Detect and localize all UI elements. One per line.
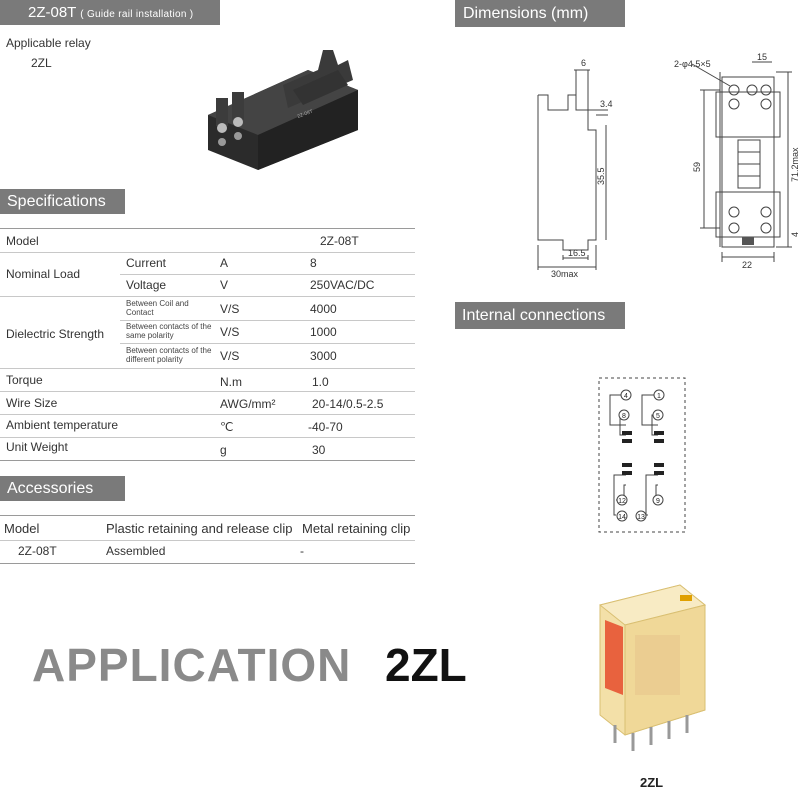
product-model: 2Z-08T [28, 4, 77, 21]
spec-torque-unit: N.m [220, 375, 242, 389]
spec-bottom-rule [0, 460, 415, 461]
row-divider [120, 274, 415, 275]
row-divider [0, 437, 415, 438]
row-divider [0, 414, 415, 415]
dim-top: 6 [581, 58, 587, 68]
relay-caption: 2ZL [640, 775, 664, 790]
spec-wire-unit: AWG/mm² [220, 397, 276, 411]
spec-current-value: 8 [310, 256, 317, 270]
spec-model-label: Model [6, 234, 39, 248]
spec-coil-contact-value: 4000 [310, 302, 337, 316]
pin-14: 14 [618, 514, 626, 521]
row-divider [0, 540, 415, 541]
acc-row-model: 2Z-08T [18, 544, 57, 558]
row-divider [0, 296, 415, 297]
applicable-relay-value: 2ZL [31, 56, 52, 70]
relay-product-image [585, 575, 715, 755]
spec-dielectric: Dielectric Strength [6, 327, 105, 341]
row-divider [0, 391, 415, 392]
dim-width: 22 [742, 260, 753, 270]
spec-nominal-load: Nominal Load [6, 267, 81, 281]
spec-torque: Torque [6, 373, 43, 387]
pin-12: 12 [618, 498, 626, 505]
acc-bottom-rule [0, 563, 415, 564]
spec-torque-value: 1.0 [312, 375, 329, 389]
spec-same-polarity: Between contacts of the same polarity [126, 322, 212, 340]
application-word: APPLICATION [32, 639, 352, 691]
pin-9: 9 [656, 498, 660, 505]
specifications-header: Specifications [0, 189, 125, 214]
accessories-header: Accessories [0, 476, 125, 501]
pin-5: 5 [656, 413, 660, 420]
pin-13: 13 [637, 514, 645, 521]
spec-same-polarity-unit: V/S [220, 325, 240, 339]
dim-holes: 2-φ4.5×5 [674, 59, 711, 69]
spec-wire-value: 20-14/0.5-2.5 [312, 397, 384, 411]
spec-ambient: Ambient temperature [6, 418, 119, 432]
dim-base: 16.5 [568, 248, 586, 258]
dimensions-header: Dimensions (mm) [455, 0, 625, 27]
row-divider [120, 320, 415, 321]
spec-weight-unit: g [220, 443, 227, 457]
spec-current-unit: A [220, 256, 229, 270]
front-dimension-drawing [672, 52, 800, 274]
dim-step: 3.4 [600, 99, 613, 109]
application-model: 2ZL [385, 639, 467, 691]
spec-coil-contact-unit: V/S [220, 302, 240, 316]
side-dimension-drawing [518, 55, 613, 280]
row-divider [120, 343, 415, 344]
spec-voltage-value: 250VAC/DC [310, 278, 375, 292]
pin-4: 4 [624, 393, 628, 400]
applicable-relay-label: Applicable relay [6, 36, 91, 50]
spec-ambient-value: -40-70 [308, 420, 343, 434]
acc-col-plastic: Plastic retaining and release clip [106, 521, 293, 536]
spec-current: Current [126, 256, 167, 270]
socket-product-image [198, 30, 378, 170]
spec-diff-polarity-unit: V/S [220, 349, 240, 363]
spec-wire-size: Wire Size [6, 396, 58, 410]
pin-1: 1 [657, 393, 661, 400]
spec-ambient-unit: ℃ [220, 420, 234, 434]
acc-top-rule [0, 515, 415, 516]
dim-71max: 71.2max [790, 147, 800, 182]
spec-coil-contact: Between Coil and Contact [126, 299, 189, 317]
internal-connections-header: Internal connections [455, 302, 625, 329]
spec-voltage-unit: V [220, 278, 229, 292]
dim-59: 59 [692, 161, 702, 172]
dim-height: 35.5 [596, 167, 606, 185]
row-divider [0, 368, 415, 369]
spec-diff-polarity-value: 3000 [310, 349, 337, 363]
spec-same-polarity-value: 1000 [310, 325, 337, 339]
dim-max: 30max [551, 269, 579, 279]
product-subtitle: ( Guide rail installation ) [80, 9, 194, 20]
spec-top-rule [0, 228, 415, 229]
dim-r4: 4 [790, 231, 800, 237]
acc-col-model: Model [4, 521, 40, 536]
spec-voltage: Voltage [126, 278, 167, 292]
spec-model-value: 2Z-08T [320, 234, 359, 248]
acc-row-plastic: Assembled [106, 544, 166, 558]
spec-weight: Unit Weight [6, 440, 68, 454]
socket-marking: 2Z-08T [296, 108, 314, 120]
dim-front-top: 15 [757, 52, 768, 62]
pin-8: 8 [622, 413, 626, 420]
internal-connections-diagram [596, 375, 688, 535]
product-title-bar [0, 0, 220, 25]
spec-diff-polarity: Between contacts of the different polarity [126, 346, 212, 364]
spec-weight-value: 30 [312, 443, 326, 457]
acc-col-metal: Metal retaining clip [302, 521, 411, 536]
row-divider [0, 252, 415, 253]
acc-row-metal: - [300, 544, 304, 558]
